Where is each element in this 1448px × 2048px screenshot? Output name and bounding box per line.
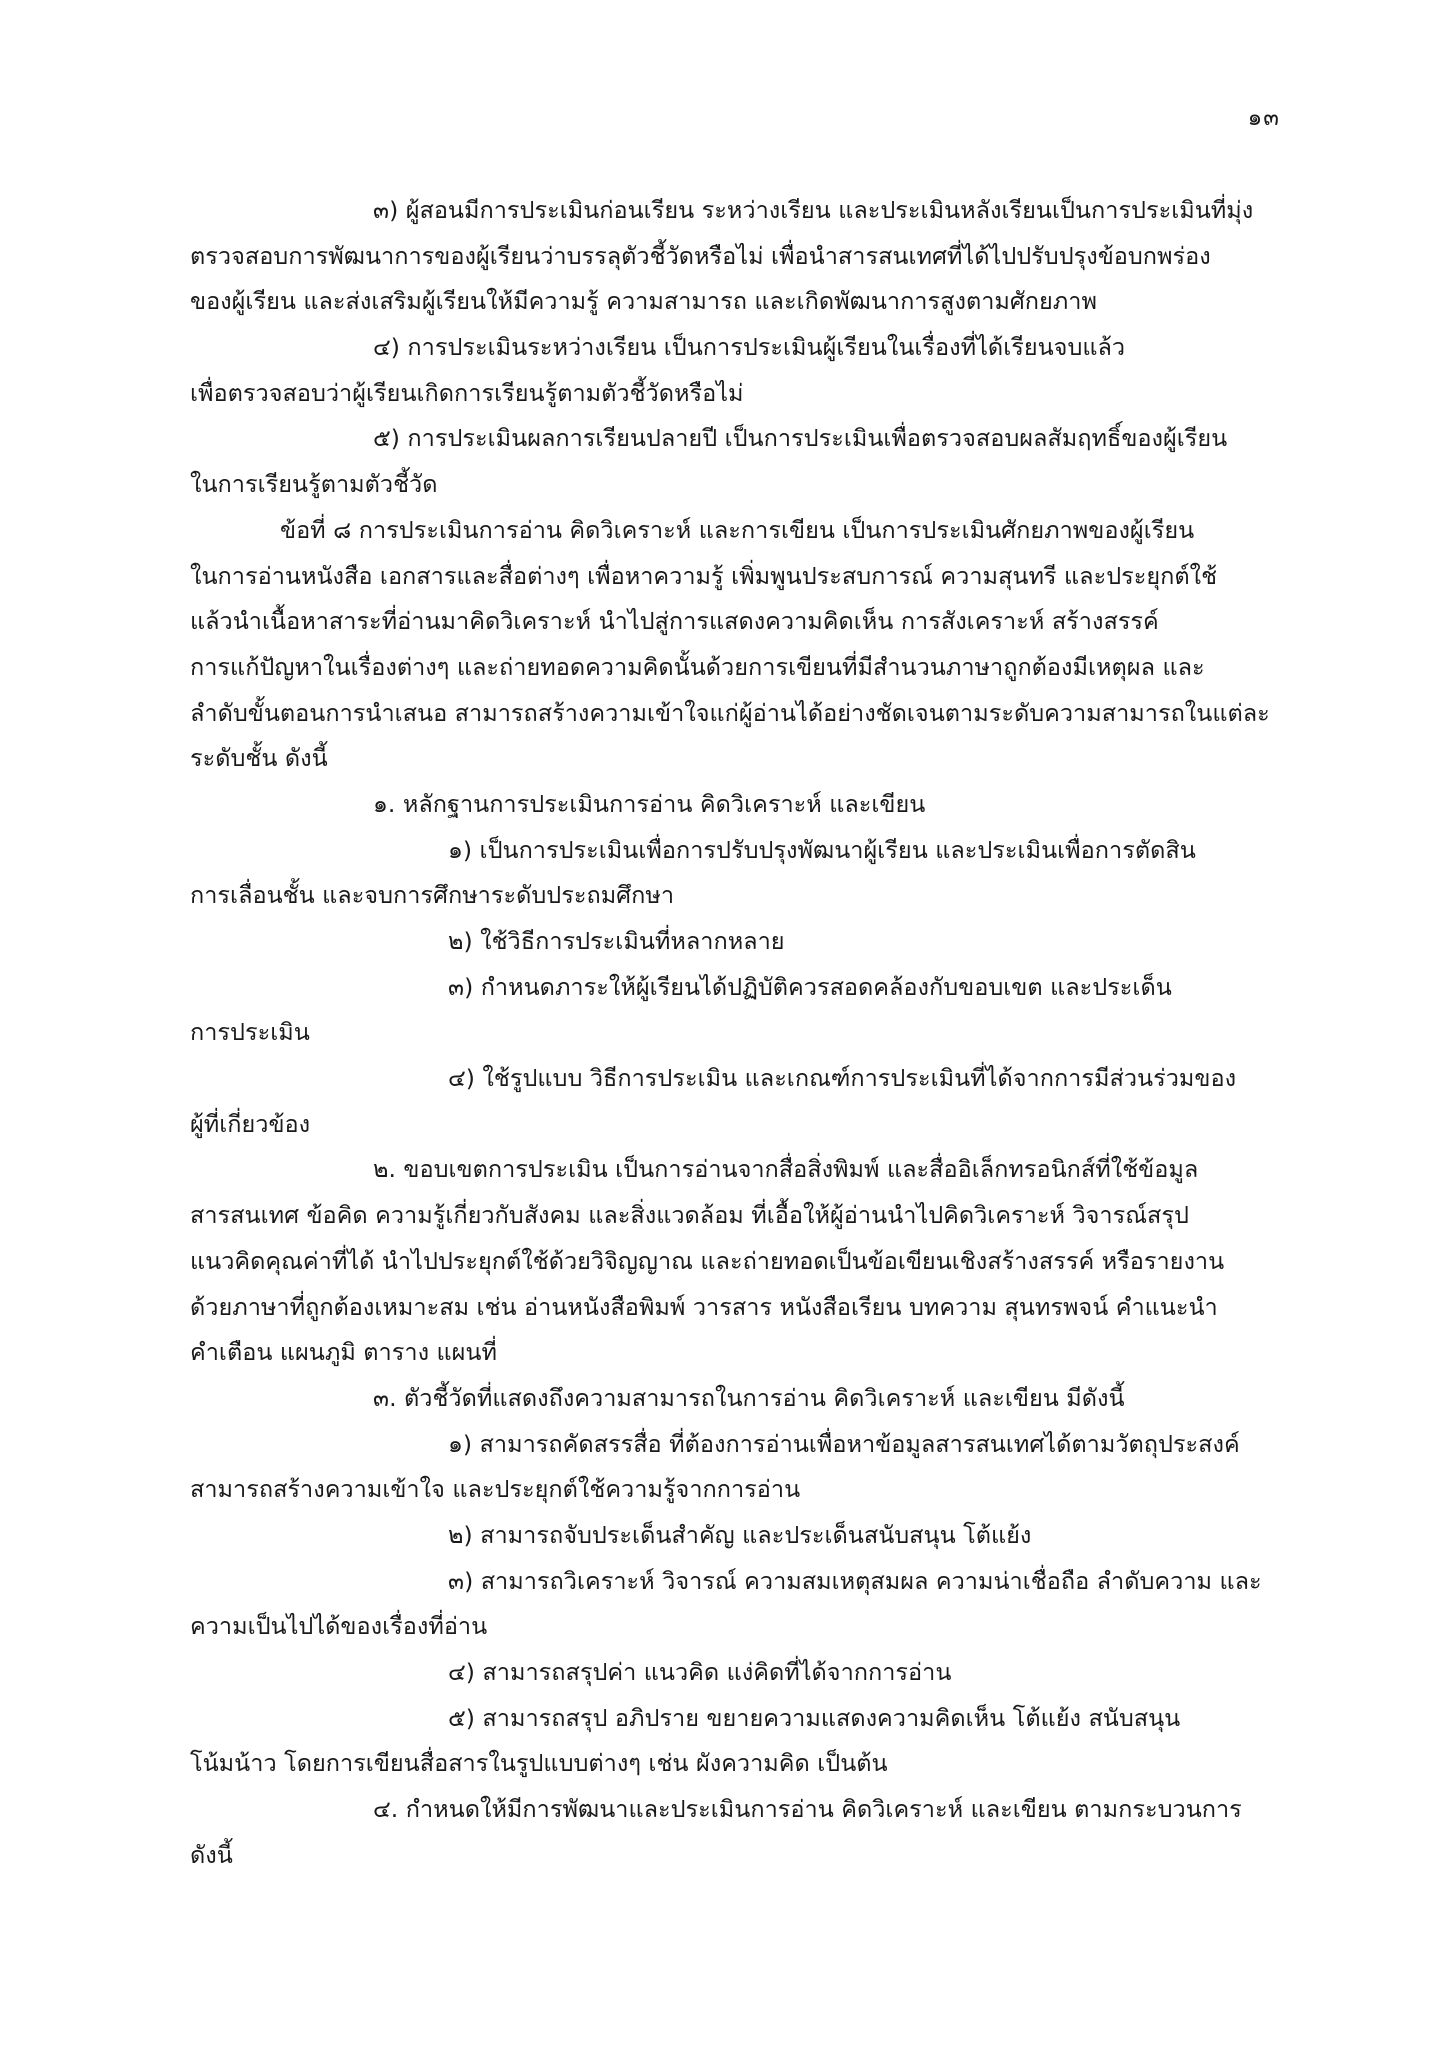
text-line: ๕) การประเมินผลการเรียนปลายปี เป็นการประเมินเพื่อตรวจสอบผลสัมฤทธิ์ของผู้เรียน (373, 424, 1228, 453)
text-line: สามารถสร้างความเข้าใจ และประยุกต์ใช้ความรู้จากการอ่าน (190, 1475, 801, 1504)
text-line: ข้อที่ ๘ การประเมินการอ่าน คิดวิเคราะห์ และการเขียน เป็นการประเมินศักยภาพของผู้เรียน (280, 515, 1195, 544)
text-line: ๓) กำหนดภาระให้ผู้เรียนได้ปฏิบัติควรสอดคล้องกับขอบเขต และประเด็น (448, 972, 1172, 1001)
text-line: ลำดับขั้นตอนการนำเสนอ สามารถสร้างความเข้าใจแก่ผู้อ่านได้อย่างชัดเจนตามระดับความสามารถในแต่ละ (190, 698, 1270, 727)
text-line: ๔) การประเมินระหว่างเรียน เป็นการประเมินผู้เรียนในเรื่องที่ได้เรียนจบแล้ว (373, 333, 1126, 362)
text-line: ๔. กำหนดให้มีการพัฒนาและประเมินการอ่าน คิดวิเคราะห์ และเขียน ตามกระบวนการ (373, 1795, 1242, 1824)
text-line: ๓) สามารถวิเคราะห์ วิจารณ์ ความสมเหตุสมผล ความน่าเชื่อถือ ลำดับความ และ (448, 1566, 1262, 1595)
text-line: การเลื่อนชั้น และจบการศึกษาระดับประถมศึกษา (190, 881, 675, 910)
text-line: ๑) เป็นการประเมินเพื่อการปรับปรุงพัฒนาผู้เรียน และประเมินเพื่อการตัดสิน (448, 835, 1196, 864)
text-line: ๔) ใช้รูปแบบ วิธีการประเมิน และเกณฑ์การประเมินที่ได้จากการมีส่วนร่วมของ (448, 1064, 1237, 1093)
text-line: สารสนเทศ ข้อคิด ความรู้เกี่ยวกับสังคม และสิ่งแวดล้อม ที่เอื้อให้ผู้อ่านนำไปคิดวิเคราะห์ วิจารณ์สรุป (190, 1201, 1189, 1230)
text-line: แนวคิดคุณค่าที่ได้ นำไปประยุกต์ใช้ด้วยวิจิญญาณ และถ่ายทอดเป็นข้อเขียนเชิงสร้างสรรค์ หรือรายงาน (190, 1246, 1225, 1275)
text-line: ๓. ตัวชี้วัดที่แสดงถึงความสามารถในการอ่าน คิดวิเคราะห์ และเขียน มีดังนี้ (373, 1383, 1125, 1412)
text-line: ในการเรียนรู้ตามตัวชี้วัด (190, 470, 438, 499)
text-line: ดังนี้ (190, 1840, 233, 1869)
text-line: ความเป็นไปได้ของเรื่องที่อ่าน (190, 1612, 488, 1641)
text-line: คำเตือน แผนภูมิ ตาราง แผนที่ (190, 1338, 497, 1367)
text-line: ๑. หลักฐานการประเมินการอ่าน คิดวิเคราะห์ และเขียน (373, 789, 926, 818)
text-line: ๔) สามารถสรุปค่า แนวคิด แง่คิดที่ได้จากการอ่าน (448, 1658, 952, 1686)
text-line: ตรวจสอบการพัฒนาการของผู้เรียนว่าบรรลุตัวชี้วัดหรือไม่ เพื่อนำสารสนเทศที่ได้ไปปรับปรุงข้อบกพร่อง (190, 241, 1211, 270)
text-line: แล้วนำเนื้อหาสาระที่อ่านมาคิดวิเคราะห์ นำไปสู่การแสดงความคิดเห็น การสังเคราะห์ สร้างสรรค์ (190, 607, 1159, 636)
text-line: ๕) สามารถสรุป อภิปราย ขยายความแสดงความคิดเห็น โต้แย้ง สนับสนุน (448, 1703, 1181, 1732)
text-line: ๓) ผู้สอนมีการประเมินก่อนเรียน ระหว่างเรียน และประเมินหลังเรียนเป็นการประเมินที่มุ่ง (373, 196, 1254, 224)
text-line: ๒) สามารถจับประเด็นสำคัญ และประเด็นสนับสนุน โต้แย้ง (448, 1520, 1032, 1549)
body-text (190, 188, 1270, 1878)
text-line: โน้มน้าว โดยการเขียนสื่อสารในรูปแบบต่างๆ เช่น ผังความคิด เป็นต้น (190, 1749, 888, 1778)
text-line: ในการอ่านหนังสือ เอกสารและสื่อต่างๆ เพื่อหาความรู้ เพิ่มพูนประสบการณ์ ความสุนทรี และประยุกต์ใช้ (190, 561, 1218, 590)
text-line: ระดับชั้น ดังนี้ (190, 744, 328, 773)
text-line: การประเมิน (190, 1018, 310, 1047)
page-number: ๑๓ (1247, 105, 1280, 131)
text-line: ด้วยภาษาที่ถูกต้องเหมาะสม เช่น อ่านหนังสือพิมพ์ วารสาร หนังสือเรียน บทความ สุนทรพจน์ คำแนะนำ (190, 1292, 1218, 1321)
text-line: การแก้ปัญหาในเรื่องต่างๆ และถ่ายทอดความคิดนั้นด้วยการเขียนที่มีสำนวนภาษาถูกต้องมีเหตุผล และ (190, 652, 1205, 681)
text-line: ๒) ใช้วิธีการประเมินที่หลากหลาย (448, 927, 785, 955)
text-line: ผู้ที่เกี่ยวข้อง (190, 1109, 311, 1138)
text-line: ๒. ขอบเขตการประเมิน เป็นการอ่านจากสื่อสิ่งพิมพ์ และสื่ออิเล็กทรอนิกส์ที่ใช้ข้อมูล (373, 1155, 1199, 1184)
text-line: เพื่อตรวจสอบว่าผู้เรียนเกิดการเรียนรู้ตามตัวชี้วัดหรือไม่ (190, 378, 744, 407)
text-line: ๑) สามารถคัดสรรสื่อ ที่ต้องการอ่านเพื่อหาข้อมูลสารสนเทศได้ตามวัตถุประสงค์ (448, 1429, 1240, 1458)
text-line: ของผู้เรียน และส่งเสริมผู้เรียนให้มีความรู้ ความสามารถ และเกิดพัฒนาการสูงตามศักยภาพ (190, 287, 1097, 316)
